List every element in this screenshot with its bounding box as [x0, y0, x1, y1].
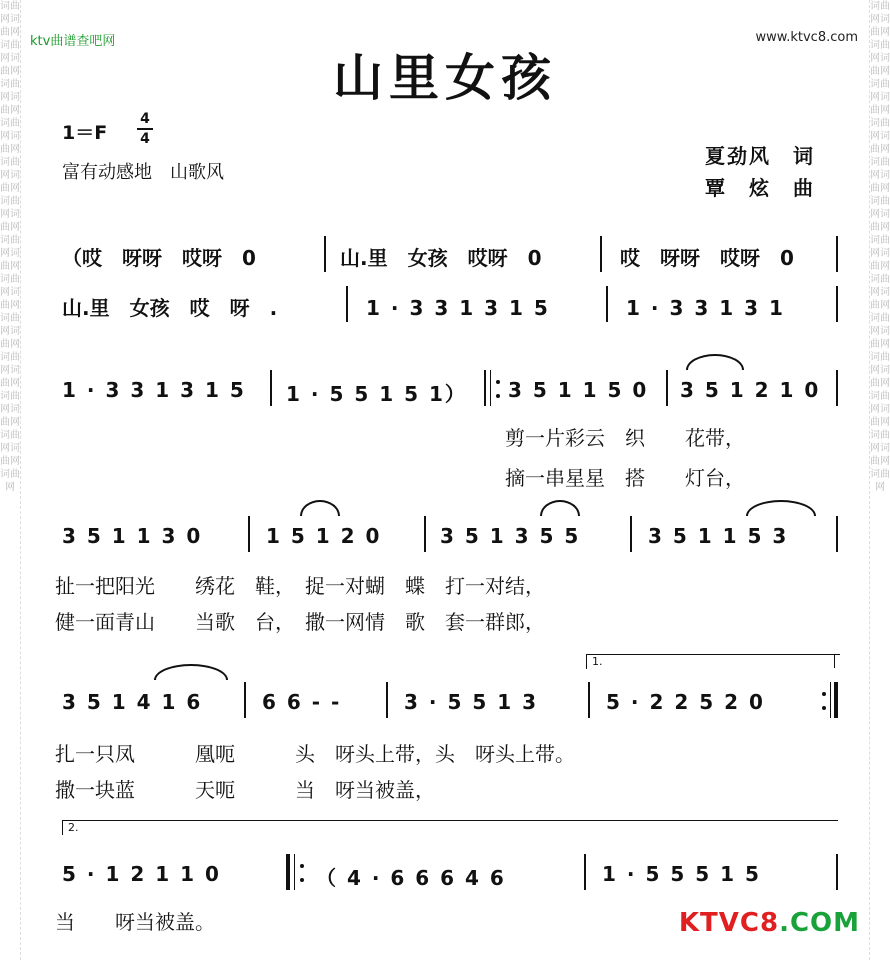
- repeat-start-thin: [294, 854, 295, 890]
- site-logo: [679, 908, 860, 938]
- site-watermark-left: ktv曲谱查吧网: [30, 34, 116, 49]
- barline: [836, 236, 838, 272]
- barline: [836, 854, 838, 890]
- lyricist-credit: 夏劲风 词: [705, 144, 815, 168]
- tempo-marking: 富有动感地 山歌风: [62, 162, 224, 183]
- score-row4-measure2: 1 5 1 2 0: [266, 524, 382, 548]
- repeat-dot: [822, 692, 826, 696]
- barline: [630, 516, 632, 552]
- score-row4-measure1: 3 5 1 1 3 0: [62, 524, 203, 548]
- repeat-start-barline: [484, 370, 486, 406]
- composer-credit: 覃 炫 曲: [705, 176, 815, 200]
- site-watermark-right: www.ktvc8.com: [755, 30, 858, 45]
- barline: [836, 286, 838, 322]
- second-ending-bracket: 2.: [62, 820, 838, 835]
- score-row3-measure2: 1 · 5 5 1 5 1）: [286, 382, 467, 406]
- score-row2-measure1: 山.里 女孩 哎 呀 .: [62, 296, 278, 320]
- repeat-end-thin: [830, 682, 831, 718]
- score-row6-measure2: （ 4 · 6 6 6 4 6: [316, 866, 506, 890]
- site-logo-com: .COM: [779, 908, 860, 938]
- slur: [540, 500, 580, 516]
- score-row1-measure1: （哎 呀呀 哎呀 0: [62, 246, 256, 270]
- barline: [666, 370, 668, 406]
- score-row1-measure2: 山.里 女孩 哎呀 0: [340, 246, 542, 270]
- first-ending-bracket: 1.: [586, 654, 840, 669]
- time-signature-top: 4: [137, 110, 153, 130]
- lyrics-row3-verse2: 摘一串星星 搭 灯台，: [505, 466, 745, 490]
- slur: [300, 500, 340, 516]
- score-row5-measure3: 3 · 5 5 1 3: [404, 690, 538, 714]
- first-ending-bracket-end: [834, 654, 835, 668]
- repeat-start-barline: [286, 854, 290, 890]
- score-row4-measure4: 3 5 1 1 5 3: [648, 524, 789, 548]
- lyrics-row3-verse1: 剪一片彩云 织 花带，: [505, 426, 745, 450]
- site-logo-ktvc8: KTVC8: [678, 908, 780, 938]
- barline: [836, 516, 838, 552]
- score-row6-measure3: 1 · 5 5 5 1 5: [602, 862, 761, 886]
- score-row5-measure4: 5 · 2 2 5 2 0: [606, 690, 765, 714]
- slur: [154, 664, 228, 680]
- barline: [248, 516, 250, 552]
- repeat-dot: [496, 394, 500, 398]
- key-signature: 1＝F: [62, 122, 108, 144]
- lyrics-row5-verse1: 扎一只凤 凰呃 头 呀头上带，头 呀头上带。: [55, 742, 575, 766]
- slur: [746, 500, 816, 516]
- lyrics-row4-verse1: 扯一把阳光 绣花 鞋， 捉一对蝴 蝶 打一对结，: [55, 574, 545, 598]
- repeat-dot: [822, 706, 826, 710]
- score-row3-measure3: 3 5 1 1 5 0: [508, 378, 649, 402]
- time-signature: [137, 110, 153, 148]
- score-row5-measure1: 3 5 1 4 1 6: [62, 690, 203, 714]
- score-row3-measure1: 1 · 3 3 1 3 1 5: [62, 378, 246, 402]
- repeat-dot: [496, 380, 500, 384]
- barline: [606, 286, 608, 322]
- lyrics-row6-verse1: 当 呀当被盖。: [55, 910, 215, 934]
- repeat-dot: [300, 864, 304, 868]
- slur: [686, 354, 744, 370]
- side-watermark-left: 词曲网词曲网词曲网词曲网词曲网词曲网词曲网词曲网词曲网词曲网词曲网词曲网词曲网词曲网词曲网词曲网词曲网词曲网词曲网词曲网词曲网词曲网词曲网词曲网词曲网: [0, 0, 21, 960]
- barline: [584, 854, 586, 890]
- barline: [244, 682, 246, 718]
- repeat-start-thin: [490, 370, 491, 406]
- lyrics-row5-verse2: 撒一块蓝 天呃 当 呀当被盖，: [55, 778, 435, 802]
- barline: [836, 370, 838, 406]
- barline: [270, 370, 272, 406]
- score-row1-measure3: 哎 呀呀 哎呀 0: [620, 246, 794, 270]
- barline: [588, 682, 590, 718]
- score-row2-measure2: 1 · 3 3 1 3 1 5: [366, 296, 550, 320]
- barline: [386, 682, 388, 718]
- repeat-end-barline: [834, 682, 838, 718]
- repeat-dot: [300, 878, 304, 882]
- lyrics-row4-verse2: 健一面青山 当歌 台， 撒一网情 歌 套一群郎，: [55, 610, 545, 634]
- barline: [346, 286, 348, 322]
- song-title: 山里女孩: [333, 49, 557, 107]
- score-row2-measure3: 1 · 3 3 1 3 1: [626, 296, 785, 320]
- score-row5-measure2: 6 6 - -: [262, 690, 342, 714]
- barline: [324, 236, 326, 272]
- score-row6-measure1: 5 · 1 2 1 1 0: [62, 862, 221, 886]
- score-row3-measure4: 3 5 1 2 1 0: [680, 378, 821, 402]
- side-watermark-right: 词曲网词曲网词曲网词曲网词曲网词曲网词曲网词曲网词曲网词曲网词曲网词曲网词曲网词曲网词曲网词曲网词曲网词曲网词曲网词曲网词曲网词曲网词曲网词曲网词曲网: [869, 0, 890, 960]
- barline: [424, 516, 426, 552]
- time-signature-bottom: 4: [140, 131, 150, 147]
- score-row4-measure3: 3 5 1 3 5 5: [440, 524, 581, 548]
- barline: [600, 236, 602, 272]
